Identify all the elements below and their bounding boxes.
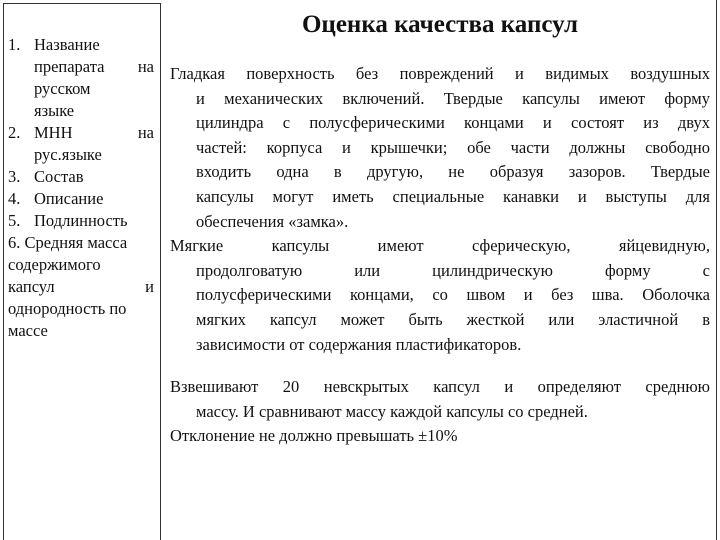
list-item-number: 1. — [8, 35, 21, 54]
text-line: частей: корпуса и крышечки; обе части должны свободно — [196, 137, 710, 157]
text-line: обеспечения «замка». — [196, 211, 349, 231]
list-item — [8, 232, 154, 342]
text-line: продолговатую или цилиндрическую форму с — [196, 260, 710, 280]
text-line: входить одна в другую, не образуя зазоров. Твердые — [196, 162, 710, 182]
sidebar-list — [8, 34, 154, 342]
list-item-line: Состав — [34, 167, 84, 186]
text-line: полусферическими концами, со швом и без шва. Оболочка — [196, 285, 710, 305]
list-item-text — [34, 166, 154, 188]
list-item-line: Название — [34, 35, 100, 54]
list-item-line: содержимого — [8, 255, 101, 274]
text-line: Мягкие капсулы имеют сферическую, яйцевидную, — [170, 236, 710, 256]
text-line: мягких капсул может быть жесткой или эластичной в — [196, 309, 710, 329]
text-line: Гладкая поверхность без повреждений и видимых воздушных — [170, 64, 710, 83]
paragraph-description-soft — [170, 234, 710, 357]
list-item-line: однородность по — [8, 299, 127, 318]
list-item — [8, 166, 154, 188]
paragraph-gap — [170, 357, 710, 375]
list-item-text — [34, 188, 154, 210]
table-border-top — [3, 3, 160, 4]
table-border-left — [3, 3, 4, 540]
list-item-line: массе — [8, 321, 48, 340]
table-border-right — [716, 0, 717, 540]
list-item-line: рус.языке — [34, 145, 102, 164]
list-item-number: 4. — [8, 189, 21, 208]
text-line: Отклонение не должно превышать ±10% — [170, 426, 458, 446]
list-item-text — [34, 210, 154, 232]
text-line: массу. И сравнивают массу каждой капсулы со средней. — [196, 401, 588, 421]
list-item-line: русском — [34, 79, 91, 98]
text-line: Взвешивают 20 невскрытых капсул и определяют среднюю — [170, 377, 710, 397]
list-item-line: капсул и — [8, 277, 154, 296]
text-line: цилиндра с полусферическими концами и состоят из двух — [196, 113, 710, 133]
list-item-line: Подлинность — [34, 211, 128, 230]
paragraph-description-hard — [170, 62, 710, 234]
list-item-line: языке — [34, 101, 75, 120]
paragraph-mass-test — [170, 375, 710, 449]
list-item-text — [34, 122, 154, 166]
main-content — [170, 62, 710, 449]
list-item-line: препарата на — [34, 57, 154, 76]
list-item — [8, 188, 154, 210]
list-item — [8, 210, 154, 232]
list-item-line: 6. Средняя масса — [8, 233, 128, 252]
list-item-number: 5. — [8, 211, 21, 230]
list-item-line: Описание — [34, 189, 104, 208]
list-item — [8, 34, 154, 122]
list-item-text — [34, 34, 154, 122]
list-item-number: 3. — [8, 167, 21, 186]
text-line: зависимости от содержания пластификаторов. — [196, 334, 522, 354]
table-column-divider — [160, 3, 161, 540]
page-title: Оценка качества капсул — [301, 11, 579, 38]
text-line: и механических включений. Твердые капсулы имеют форму — [196, 88, 710, 108]
list-item-line: МНН на — [34, 123, 154, 142]
list-item — [8, 122, 154, 166]
text-line: капсулы могут иметь специальные канавки и выступы для — [196, 186, 710, 206]
list-item-number: 2. — [8, 123, 21, 142]
